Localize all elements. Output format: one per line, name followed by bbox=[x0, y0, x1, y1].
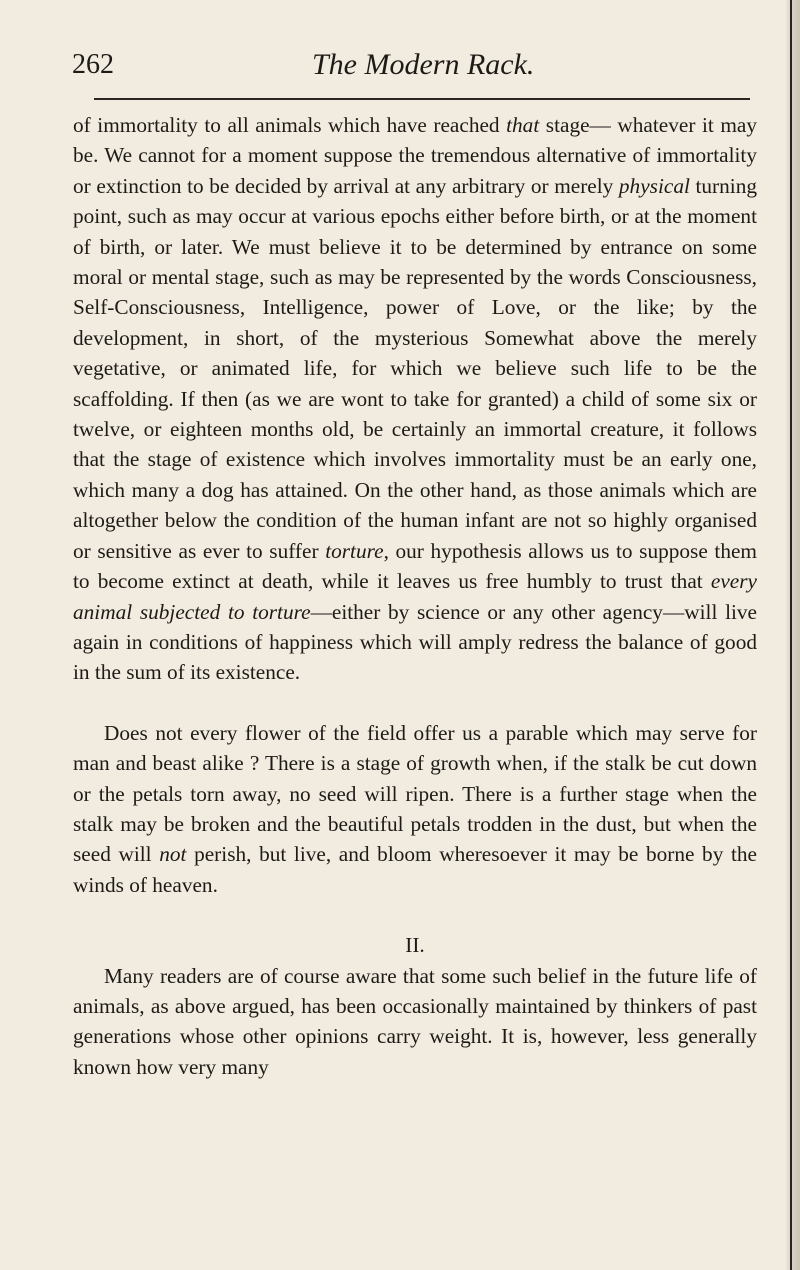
page-number: 262 bbox=[72, 49, 114, 80]
body-text bbox=[73, 110, 757, 1082]
header-rule bbox=[94, 98, 750, 100]
text-run: , our hypothesis allows us to suppose them to become extinct at death, while it leaves us free humbly to trust that bbox=[73, 538, 757, 594]
text-run: Many readers are of course aware that some such belief in the future life of animals, as above argued, has been occasionally maintained by thinkers of past generations whose other opinions carry weight. It is, however, less generally known how very many bbox=[73, 963, 757, 1079]
running-title: The Modern Rack. bbox=[312, 48, 535, 81]
text-run: Does not every flower of the field offer us a parable which may serve for man and beast alike ? There is a stage of growth when, if the stalk be cut down or the petals torn away, no seed will ripen. There is a further stage when the stalk may be broken and the beautiful petals trodden in the dust, but when the seed will bbox=[73, 720, 757, 867]
italic-text: physical bbox=[618, 173, 690, 198]
italic-text: that bbox=[506, 113, 540, 137]
paragraph-1 bbox=[73, 110, 757, 688]
page-edge bbox=[786, 0, 800, 1270]
paragraph-gap bbox=[73, 900, 757, 930]
italic-text: torture bbox=[325, 538, 384, 563]
italic-text: not bbox=[159, 842, 187, 867]
page-header bbox=[72, 48, 752, 88]
paragraph-gap bbox=[73, 688, 757, 718]
italic-text: every animal subjected to torture bbox=[73, 569, 757, 624]
text-run: turning point, such as may occur at various epochs either before birth, or at the moment of birth, or later. We must believe it to be determined by entrance on some moral or mental stage, such as may be represented by the words Consciousness, Self-Consciousness, Intelligence, power of Love, or the like; by the development, in short, of the mysterious Somewhat above the merely vegetative, or animated life, for which we believe such life to be the scaffolding. If then (as we are wont to take for granted) a child of some six or twelve, or eighteen months old, be certainly an immortal creature, it follows that the stage of existence which involves immortality must be an early one, which many a dog has attained. On the other hand, as those animals which are altogether below the condition of the human infant are not so highly organised or sensitive as ever to suffer bbox=[73, 173, 757, 563]
section-number: II. bbox=[405, 933, 425, 958]
text-run: perish, but live, and bloom wheresoever it may be borne by the winds of heaven. bbox=[73, 842, 757, 897]
paragraph-2 bbox=[73, 718, 757, 900]
text-run: —either by science or any other agency—will live again in conditions of happiness which will amply redress the balance of good in the sum of its existence. bbox=[73, 599, 758, 685]
text-run: of immortality to all animals which have reached bbox=[73, 113, 507, 137]
text-run: stage— whatever it may be. We cannot for a moment suppose the tremendous alternative of immortality or extinction to be decided by arrival at any arbitrary or merely bbox=[73, 113, 757, 198]
paragraph-3 bbox=[73, 961, 757, 1083]
